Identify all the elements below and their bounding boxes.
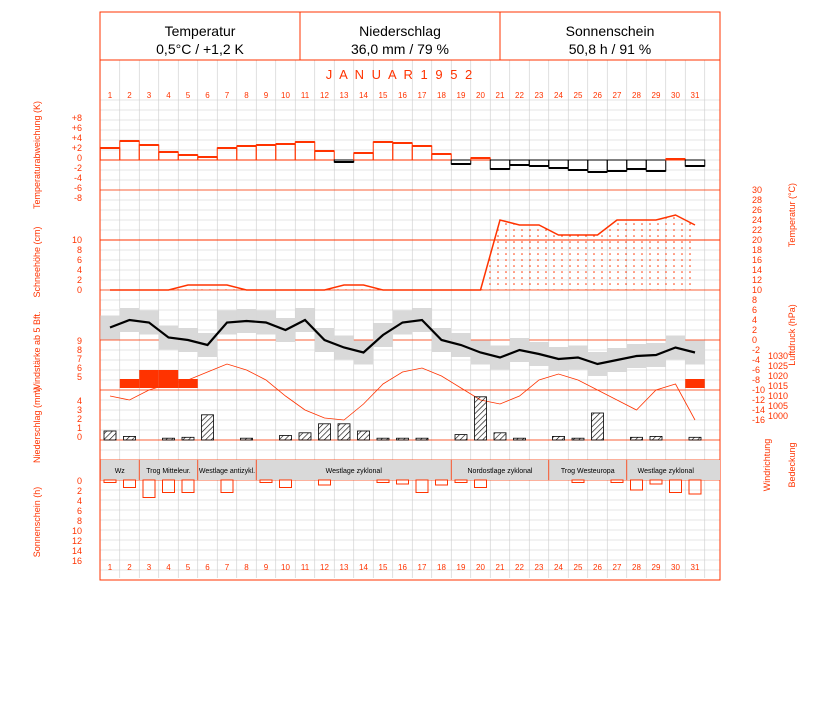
- sunshine-bar: [416, 480, 428, 493]
- tick-temp: -6: [752, 365, 761, 375]
- day-number-top: 10: [281, 91, 290, 100]
- tick-temp: -8: [752, 375, 761, 385]
- day-number-bottom: 10: [281, 563, 290, 572]
- sunshine-title: Sonnenschein: [565, 23, 655, 39]
- temperature-value: 0,5°C / +1,2 K: [156, 41, 244, 57]
- tick-precip: 1: [76, 423, 82, 433]
- day-number-bottom: 15: [378, 563, 388, 572]
- ylabel-precip: Niederschlag (mm): [32, 386, 42, 464]
- day-number-bottom: 31: [690, 563, 700, 572]
- sunshine-bar: [124, 480, 136, 488]
- day-number-top: 28: [632, 91, 641, 100]
- ylabel-wind-direction: Windrichtung: [762, 438, 772, 492]
- day-number-bottom: 14: [359, 563, 368, 572]
- day-number-top: 29: [651, 91, 661, 100]
- tick-temp-dev: -2: [73, 163, 82, 173]
- tick-temp-dev: +2: [71, 143, 82, 153]
- day-number-top: 13: [339, 91, 349, 100]
- tick-temp: -2: [752, 345, 761, 355]
- precip-bar: [572, 438, 584, 440]
- precip-bar: [455, 435, 467, 440]
- day-number-top: 1: [107, 91, 113, 100]
- sunshine-bar: [475, 480, 487, 488]
- precip-bar: [514, 438, 526, 440]
- day-number-bottom: 16: [398, 563, 407, 572]
- temp-dev-bar: [315, 151, 335, 160]
- tick-temp: -10: [752, 385, 766, 395]
- tick-snow: 10: [71, 235, 82, 245]
- temp-dev-bar: [549, 160, 569, 168]
- wind-bar: [159, 370, 179, 388]
- sunshine-bar: [163, 480, 175, 493]
- precip-bar: [182, 437, 194, 440]
- precipitation-value: 36,0 mm / 79 %: [350, 41, 450, 57]
- tick-pressure: 1020: [768, 371, 789, 381]
- day-number-bottom: 24: [554, 563, 563, 572]
- weather-type-label: Westlage zyklonal: [637, 468, 694, 475]
- tick-temp-dev: -6: [73, 183, 82, 193]
- day-number-top: 4: [166, 91, 171, 100]
- month-title: J A N U A R 1 9 5 2: [325, 67, 475, 82]
- sunshine-bar: [397, 480, 409, 484]
- tick-pressure: 1010: [768, 391, 789, 401]
- tick-snow: 8: [76, 245, 82, 255]
- tick-temp-dev: +4: [71, 133, 82, 143]
- day-number-top: 12: [320, 91, 329, 100]
- precip-bar: [358, 431, 370, 440]
- day-number-bottom: 2: [127, 563, 132, 572]
- tick-sun: 4: [76, 496, 82, 506]
- day-number-bottom: 13: [339, 563, 349, 572]
- weather-type-label: Westlage antizykl.: [198, 468, 256, 475]
- sunshine-bar: [377, 480, 389, 483]
- day-number-top: 18: [437, 91, 446, 100]
- day-number-bottom: 29: [651, 563, 661, 572]
- ylabel-temp-dev: Temperaturabweichung (K): [32, 100, 42, 210]
- day-number-bottom: 30: [671, 563, 680, 572]
- sunshine-bar: [104, 480, 116, 483]
- tick-temp: 24: [752, 215, 763, 225]
- wind-bar: [139, 370, 159, 388]
- day-number-bottom: 7: [224, 563, 230, 572]
- sunshine-bar: [280, 480, 292, 488]
- tick-sun: 6: [76, 506, 82, 516]
- temp-dev-bar: [490, 160, 510, 169]
- day-number-top: 22: [515, 91, 524, 100]
- weather-type-label: Wz: [114, 468, 125, 475]
- tick-temp: 28: [752, 195, 763, 205]
- day-number-top: 5: [185, 91, 191, 100]
- weather-type-label: Trog Mitteleur.: [146, 468, 191, 475]
- day-number-bottom: 11: [300, 563, 310, 572]
- day-number-top: 11: [300, 91, 310, 100]
- day-number-top: 2: [127, 91, 132, 100]
- tick-sun: 12: [71, 536, 82, 546]
- day-number-bottom: 9: [263, 563, 269, 572]
- tick-sun: 10: [71, 526, 82, 536]
- day-number-top: 6: [205, 91, 210, 100]
- tick-temp: 4: [752, 315, 758, 325]
- temperature-title: Temperatur: [164, 23, 236, 39]
- tick-temp: 6: [752, 305, 758, 315]
- tick-temp: -12: [752, 395, 766, 405]
- sunshine-bar: [436, 480, 448, 485]
- day-number-bottom: 4: [166, 563, 171, 572]
- tick-temp: 18: [752, 245, 763, 255]
- day-number-bottom: 12: [320, 563, 329, 572]
- tick-precip: 2: [76, 414, 82, 424]
- tick-wind: 7: [76, 354, 82, 364]
- temp-dev-bar: [276, 144, 296, 160]
- day-number-bottom: 17: [417, 563, 427, 572]
- sunshine-bar: [650, 480, 662, 484]
- temp-dev-bar: [627, 160, 647, 169]
- precip-bar: [650, 436, 662, 440]
- day-number-top: 16: [398, 91, 407, 100]
- sunshine-bar: [182, 480, 194, 493]
- precip-bar: [338, 424, 350, 440]
- tick-wind: 9: [76, 336, 82, 346]
- tick-snow: 4: [76, 265, 82, 275]
- day-number-bottom: 22: [515, 563, 524, 572]
- ylabel-temp: Temperatur (°C): [787, 182, 797, 248]
- sunshine-bar: [143, 480, 155, 498]
- tick-pressure: 1000: [768, 411, 789, 421]
- day-number-top: 23: [534, 91, 544, 100]
- temp-dev-bar: [412, 146, 432, 160]
- temp-dev-bar: [237, 146, 257, 160]
- temp-dev-bar: [568, 160, 588, 170]
- tick-sun: 2: [76, 486, 82, 496]
- tick-temp: -4: [752, 355, 761, 365]
- temp-dev-bar: [159, 152, 179, 160]
- tick-temp: 8: [752, 295, 758, 305]
- tick-temp: 26: [752, 205, 763, 215]
- temp-dev-bar: [373, 142, 393, 160]
- temp-dev-bar: [354, 153, 374, 160]
- tick-precip: 4: [76, 396, 82, 406]
- tick-sun: 8: [76, 516, 82, 526]
- wind-bar: [120, 379, 140, 388]
- precip-bar: [494, 433, 506, 440]
- day-number-bottom: 19: [456, 563, 466, 572]
- wind-bar: [685, 379, 705, 388]
- day-number-bottom: 21: [495, 563, 505, 572]
- day-number-bottom: 3: [146, 563, 152, 572]
- day-number-top: 17: [417, 91, 427, 100]
- day-number-top: 30: [671, 91, 680, 100]
- precip-bar: [631, 437, 643, 440]
- precip-bar: [124, 436, 136, 440]
- weather-type-label: Westlage zyklonal: [325, 468, 382, 475]
- tick-temp-dev: +6: [71, 123, 82, 133]
- tick-pressure: 1030: [768, 351, 789, 361]
- day-number-top: 3: [146, 91, 152, 100]
- day-number-bottom: 5: [185, 563, 191, 572]
- tick-wind: 8: [76, 345, 82, 355]
- ylabel-pressure: Luftdruck (hPa): [787, 304, 797, 366]
- day-number-top: 9: [263, 91, 269, 100]
- sunshine-bar: [670, 480, 682, 493]
- ylabel-snow: Schneehöhe (cm): [32, 226, 42, 298]
- tick-wind: 5: [76, 372, 82, 382]
- day-number-top: 25: [573, 91, 583, 100]
- tick-temp: 22: [752, 225, 763, 235]
- day-number-bottom: 8: [244, 563, 249, 572]
- day-number-bottom: 25: [573, 563, 583, 572]
- precip-bar: [553, 436, 565, 440]
- precip-bar: [280, 436, 292, 441]
- temp-dev-bar: [393, 143, 413, 160]
- tick-temp: 30: [752, 185, 763, 195]
- precip-bar: [241, 438, 253, 440]
- tick-temp-dev: -8: [73, 193, 82, 203]
- tick-temp-dev: +8: [71, 113, 82, 123]
- day-number-bottom: 18: [437, 563, 446, 572]
- precip-bar: [416, 438, 428, 440]
- temp-dev-bar: [139, 145, 159, 160]
- day-number-top: 20: [476, 91, 485, 100]
- precip-bar: [104, 431, 116, 440]
- sunshine-bar: [631, 480, 643, 490]
- precip-bar: [299, 433, 311, 440]
- tick-temp: 16: [752, 255, 763, 265]
- tick-temp: -14: [752, 405, 766, 415]
- tick-temp: 0: [752, 335, 758, 345]
- sunshine-value: 50,8 h / 91 %: [568, 41, 652, 57]
- sunshine-bar: [221, 480, 233, 493]
- precip-bar: [475, 397, 487, 440]
- tick-sun: 16: [71, 556, 82, 566]
- ylabel-sun: Sonnenschein (h): [32, 486, 42, 558]
- day-number-top: 14: [359, 91, 368, 100]
- ylabel-wind: Windstärke ab 5 Bft.: [32, 311, 42, 393]
- day-number-top: 15: [378, 91, 388, 100]
- tick-temp: 20: [752, 235, 763, 245]
- tick-snow: 0: [76, 285, 82, 295]
- precipitation-title: Niederschlag: [359, 23, 441, 39]
- tick-temp: 12: [752, 275, 763, 285]
- day-number-top: 27: [612, 91, 622, 100]
- weather-type-label: Nordostlage zyklonal: [467, 468, 533, 475]
- day-number-bottom: 26: [593, 563, 602, 572]
- tick-temp-dev: 0: [76, 153, 82, 163]
- tick-temp: 2: [752, 325, 758, 335]
- day-number-top: 7: [224, 91, 230, 100]
- tick-temp-dev: -4: [73, 173, 82, 183]
- tick-precip: 3: [76, 405, 82, 415]
- tick-sun: 14: [71, 546, 82, 556]
- tick-pressure: 1015: [768, 381, 789, 391]
- day-number-top: 21: [495, 91, 505, 100]
- tick-temp: -16: [752, 415, 766, 425]
- temp-dev-bar: [295, 142, 315, 160]
- sunshine-bar: [572, 480, 584, 483]
- day-number-top: 19: [456, 91, 466, 100]
- tick-snow: 2: [76, 275, 82, 285]
- day-number-bottom: 6: [205, 563, 210, 572]
- day-number-bottom: 23: [534, 563, 544, 572]
- precip-bar: [592, 413, 604, 440]
- weather-type-label: Trog Westeuropa: [560, 468, 615, 475]
- temp-dev-bar: [646, 160, 666, 171]
- temp-dev-bar: [120, 141, 140, 160]
- precip-bar: [377, 438, 389, 440]
- tick-pressure: 1025: [768, 361, 789, 371]
- sunshine-bar: [260, 480, 272, 483]
- day-number-top: 24: [554, 91, 563, 100]
- tick-snow: 6: [76, 255, 82, 265]
- precip-bar: [397, 438, 409, 440]
- precip-bar: [689, 437, 701, 440]
- precip-bar: [163, 438, 175, 440]
- tick-sun: 0: [76, 476, 82, 486]
- ylabel-cloud-cover: Bedeckung: [787, 442, 797, 488]
- day-number-bottom: 28: [632, 563, 641, 572]
- tick-temp: 14: [752, 265, 763, 275]
- sunshine-bar: [689, 480, 701, 494]
- day-number-top: 8: [244, 91, 249, 100]
- temp-dev-bar: [256, 145, 276, 160]
- tick-wind: 6: [76, 363, 82, 373]
- precip-bar: [319, 424, 331, 440]
- sunshine-bar: [319, 480, 331, 485]
- sunshine-bar: [611, 480, 623, 483]
- tick-pressure: 1005: [768, 401, 789, 411]
- day-number-bottom: 20: [476, 563, 485, 572]
- day-number-bottom: 27: [612, 563, 622, 572]
- precip-bar: [202, 415, 214, 440]
- day-number-top: 31: [690, 91, 700, 100]
- tick-temp: 10: [752, 285, 763, 295]
- day-number-top: 26: [593, 91, 602, 100]
- day-number-bottom: 1: [107, 563, 113, 572]
- tick-precip: 0: [76, 432, 82, 442]
- sunshine-bar: [455, 480, 467, 483]
- temp-dev-bar: [607, 160, 627, 171]
